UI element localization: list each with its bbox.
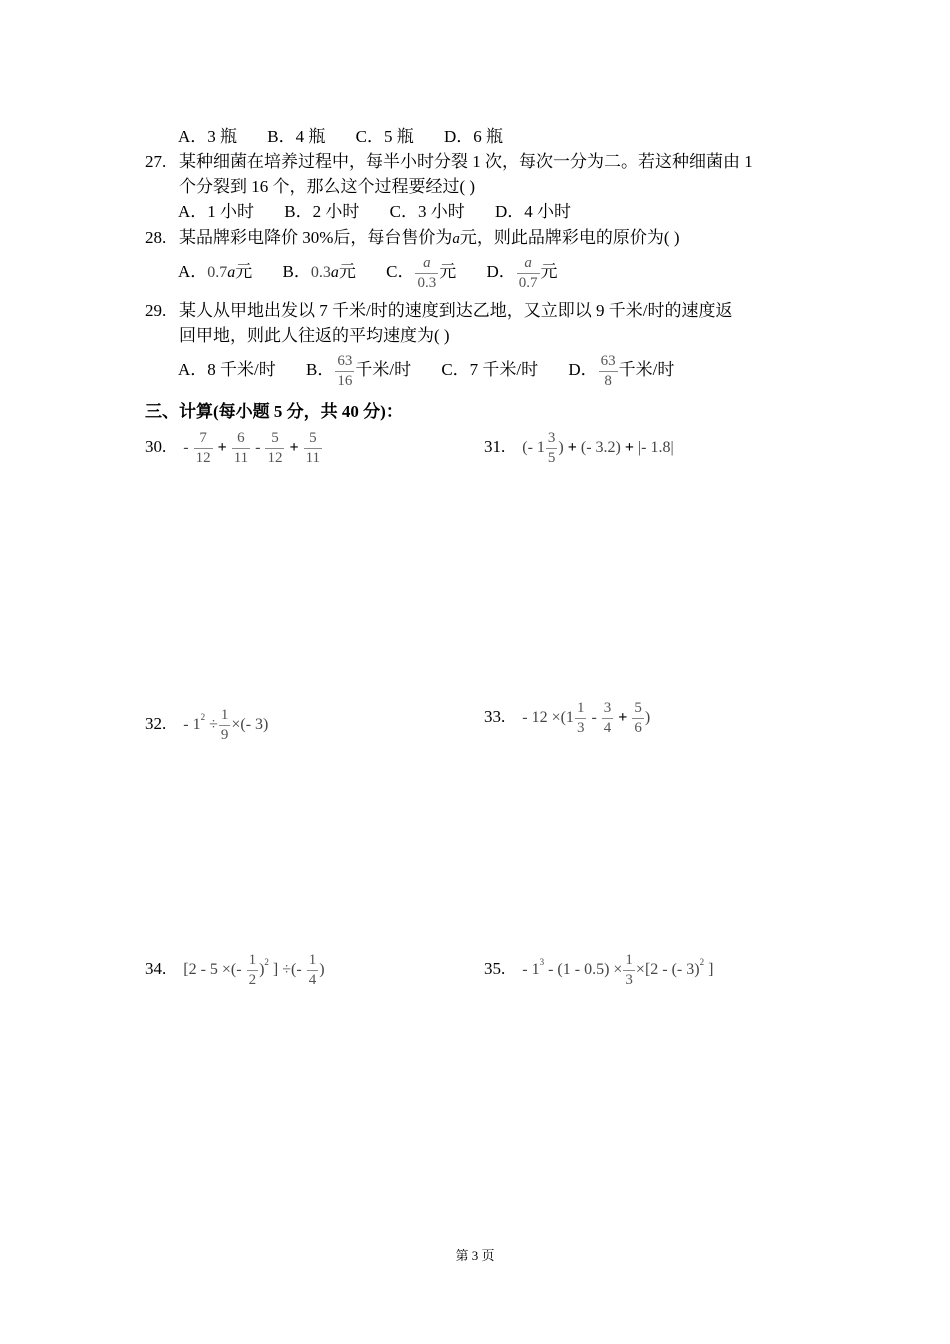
q29-option-d: D． $\frac{63}{8}$ 千米/时	[568, 352, 675, 389]
problem-32: 32. - $1^2$ ÷ $\frac{1}{9}$ ×(- 3)	[145, 706, 269, 743]
problem-35: 35. - $1^3 - (1 - 0.5)$ × $\frac{1}{3}$ ×[2 - (- 3)$^2$ ]	[484, 951, 714, 988]
q27-number: 27.	[145, 152, 167, 171]
q29-d-fraction: $\frac{63}{8}$	[600, 352, 616, 389]
q28-question	[145, 227, 680, 250]
q27-text-1: 某种细菌在培养过程中，每半小时分裂 1 次，每次一分为二。若这种细菌由 1	[179, 152, 753, 171]
q29-b-fraction: $\frac{63}{16}$	[337, 352, 353, 389]
q28-text: 某品牌彩电降价 30%后，每台售价为	[179, 228, 453, 247]
q28-number: 28.	[145, 228, 167, 247]
q29-text-1: 某人从甲地出发以 7 千米/时的速度到达乙地，又立即以 9 千米/时的速度返	[179, 301, 733, 320]
q26-option-c: C．5 瓶	[355, 127, 414, 146]
q29-line1	[145, 300, 732, 322]
q29-options	[178, 351, 700, 389]
q28-option-d: D． $\frac{a}{0.7}$ 元	[486, 254, 558, 291]
q26-option-a: A．3 瓶	[178, 127, 238, 146]
q28-option-b: B．0.3a元	[282, 262, 356, 281]
problem-30: 30. - $\frac{7}{12}$ + $\frac{6}{11}$ - $\frac{5}{12}$ + $\frac{5}{11}$	[145, 429, 321, 466]
q28-d-fraction: $\frac{a}{0.7}$	[518, 254, 538, 291]
q29-number: 29.	[145, 301, 167, 320]
section3-heading: 三、计算(每小题 5 分，共 40 分)：	[145, 402, 403, 421]
problem-34: 34. [2 - 5 ×(- $\frac{1}{2}$ )$^2$ ] ÷(- $\frac{1}{4}$ )	[145, 951, 325, 988]
problem-33: 33. - 12 ×(1 $\frac{1}{3}$ - $\frac{3}{4}$ + $\frac{5}{6}$ )	[484, 699, 651, 736]
q27-options	[178, 201, 597, 223]
q29-option-c: C．7 千米/时	[441, 360, 539, 379]
q29-option-a: A．8 千米/时	[178, 360, 276, 379]
q28-text-end: 元，则此品牌彩电的原价为( )	[459, 228, 680, 247]
q27-line1	[145, 151, 753, 173]
q29-text-2: 回甲地，则此人往返的平均速度为( )	[179, 326, 450, 345]
q26-option-b: B．4 瓶	[267, 127, 326, 146]
q29-option-b: B． $\frac{63}{16}$ 千米/时	[306, 352, 412, 389]
q28-c-fraction: $\frac{a}{0.3}$	[417, 254, 437, 291]
q27-text-2: 个分裂到 16 个，那么这个过程要经过( )	[179, 177, 476, 196]
q28-var: a	[452, 231, 460, 247]
q28-option-a: A．0.7a元	[178, 262, 253, 281]
q27-option-d: D．4 小时	[494, 202, 571, 221]
q27-option-c: C．3 小时	[389, 202, 465, 221]
q28-option-c: C． $\frac{a}{0.3}$ 元	[386, 254, 457, 291]
page-number: 第 3 页	[455, 1248, 495, 1263]
q26-option-d: D．6 瓶	[443, 127, 503, 146]
problem-31: 31. (- 1 $\frac{3}{5}$ ) + (- 3.2) + |- 1.8|	[484, 429, 674, 466]
q27-option-b: B．2 小时	[284, 202, 360, 221]
q28-options	[178, 253, 584, 292]
q26-options	[178, 126, 529, 148]
q27-option-a: A．1 小时	[178, 202, 255, 221]
